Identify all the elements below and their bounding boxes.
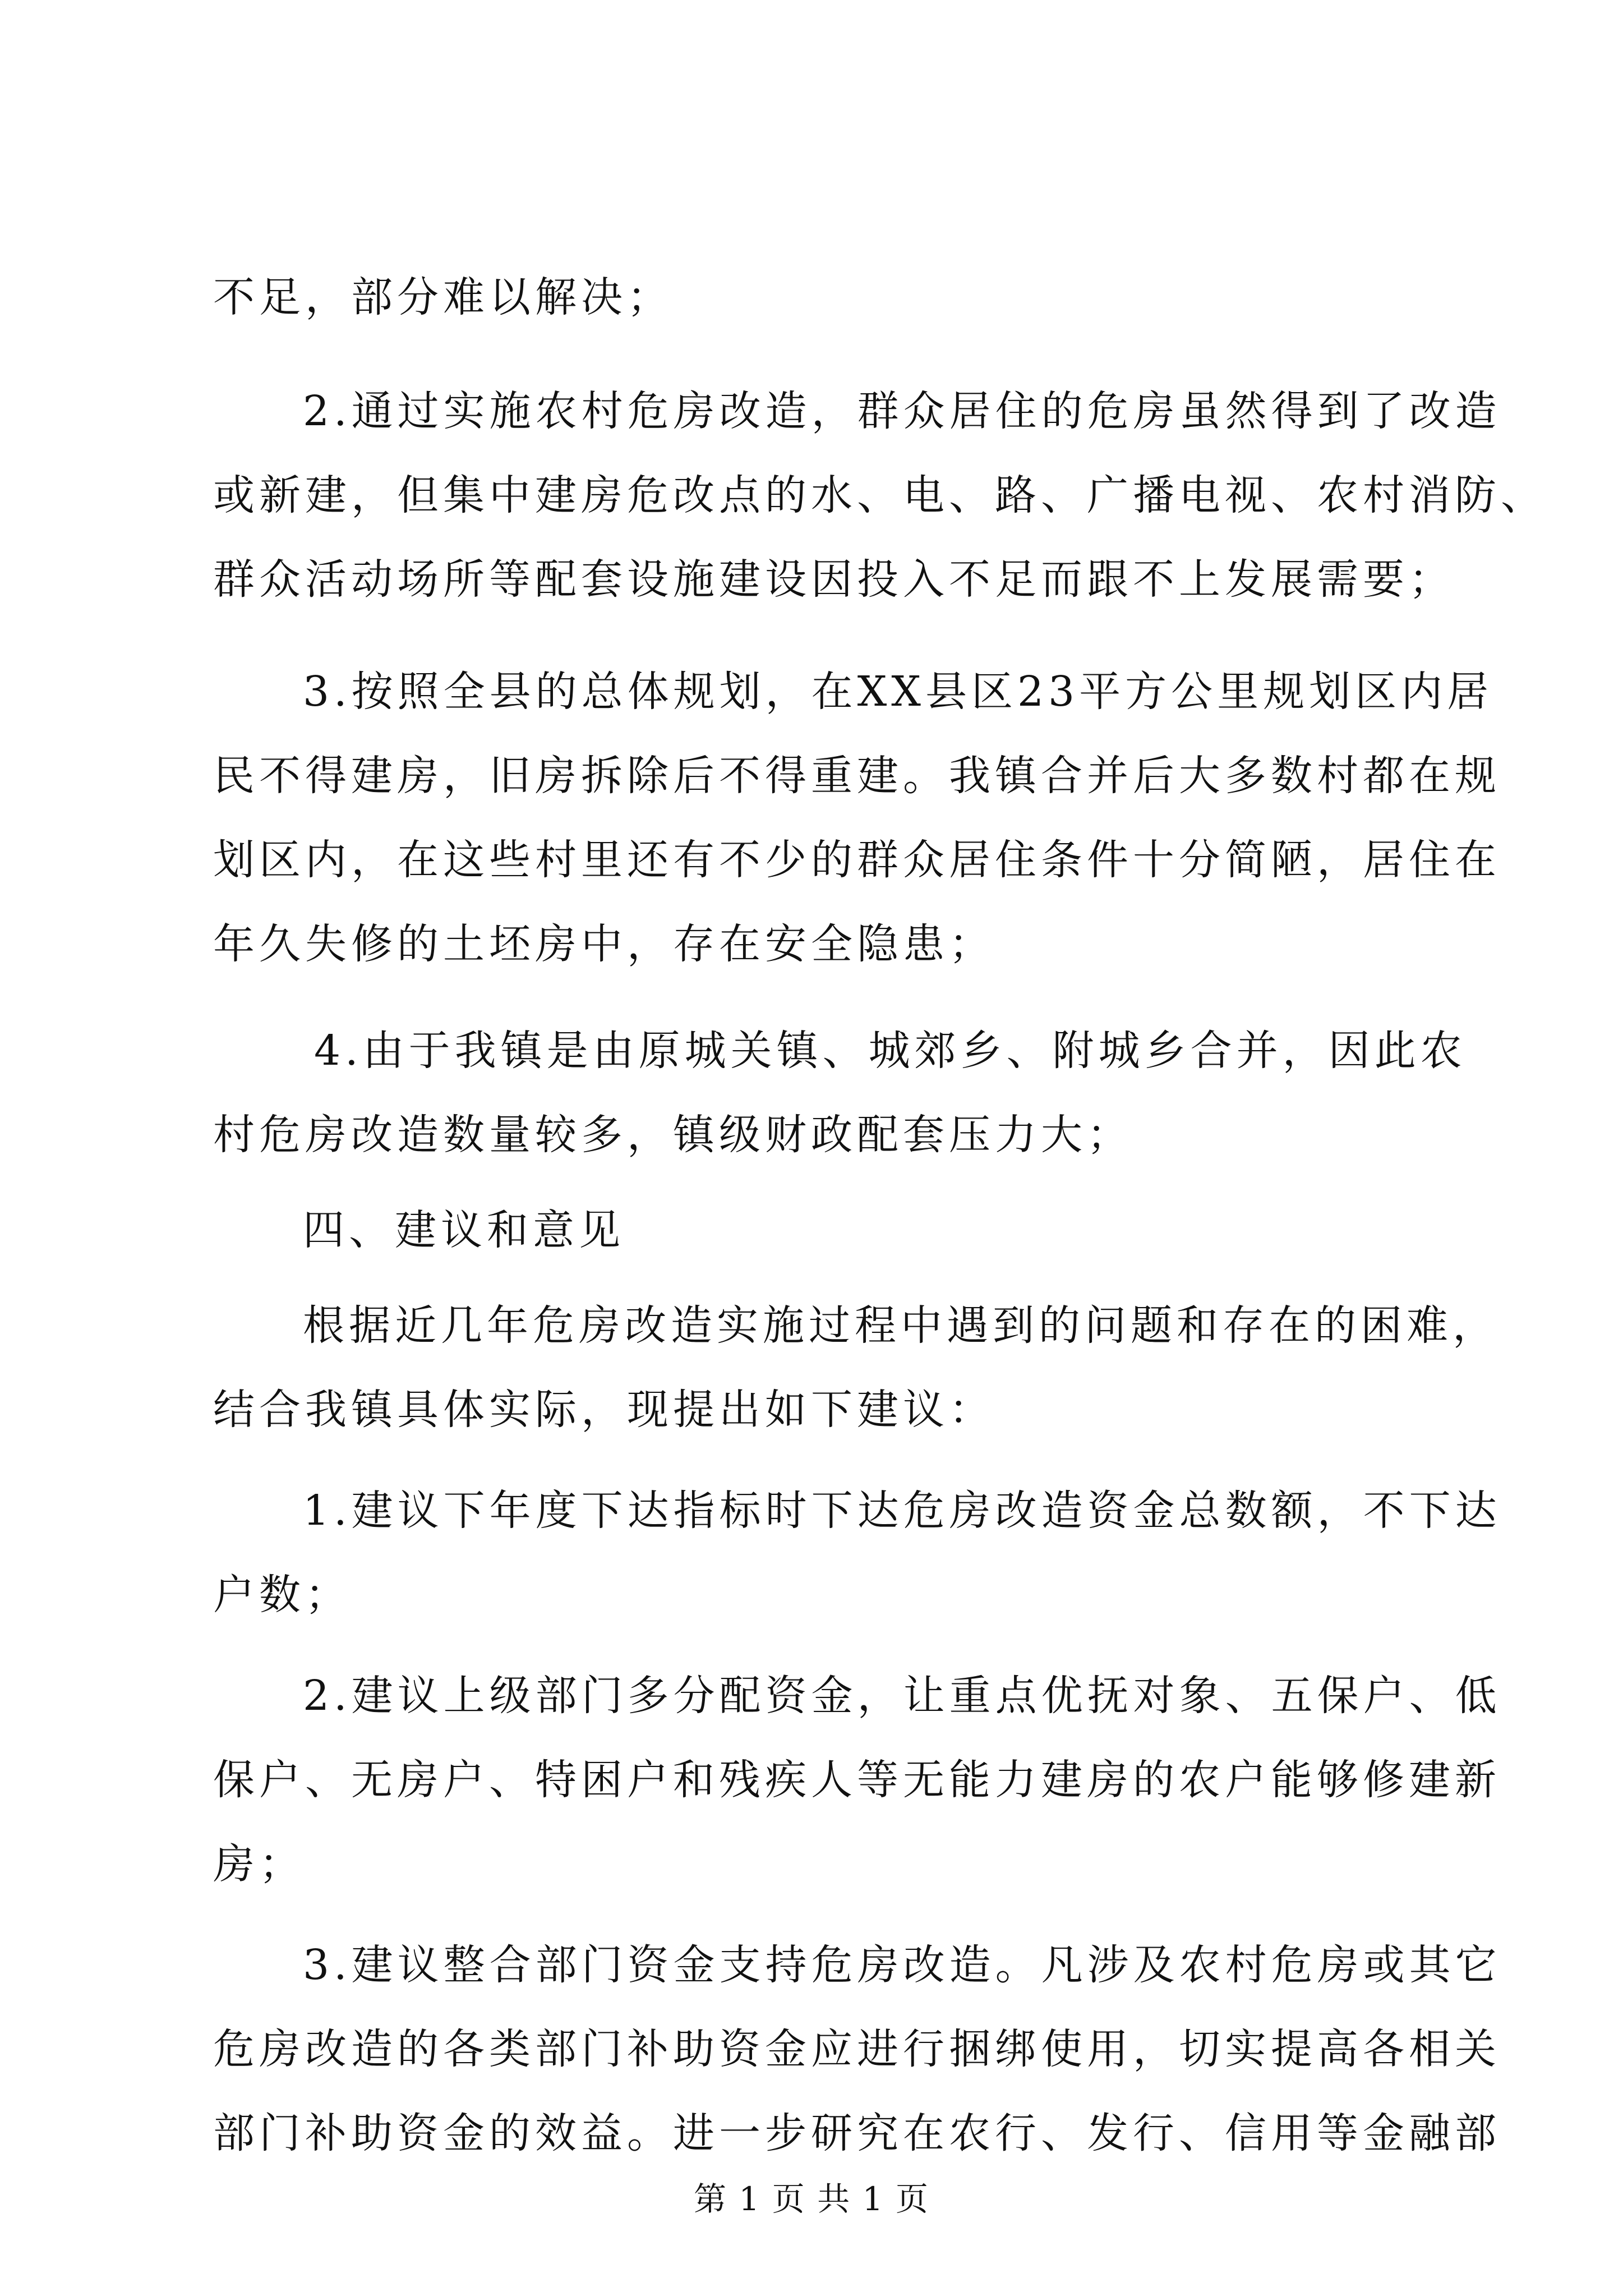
- text-line: 户数；: [213, 1571, 351, 1619]
- page-footer: 第 1 页 共 1 页: [694, 2180, 929, 2218]
- text-line: 房；: [213, 1840, 305, 1888]
- text-line: 群众活动场所等配套设施建设因投入不足而跟不上发展需要；: [213, 555, 1455, 604]
- text-line: 4.由于我镇是由原城关镇、城郊乡、附城乡合并，因此农: [314, 1027, 1467, 1075]
- text-line: 部门补助资金的效益。进一步研究在农行、发行、信用等金融部: [213, 2109, 1501, 2157]
- section-heading: 四、建议和意见: [303, 1206, 625, 1254]
- text-line: 3.建议整合部门资金支持危房改造。凡涉及农村危房或其它: [303, 1941, 1501, 1989]
- text-line: 危房改造的各类部门补助资金应进行捆绑使用，切实提高各相关: [213, 2025, 1501, 2073]
- text-line: 或新建，但集中建房危改点的水、电、路、广播电视、农村消防、: [213, 471, 1547, 519]
- text-line: 划区内，在这些村里还有不少的群众居住条件十分简陋，居住在: [213, 836, 1501, 884]
- text-line: 1.建议下年度下达指标时下达危房改造资金总数额，不下达: [303, 1487, 1501, 1535]
- text-line: 保户、无房户、特困户和残疾人等无能力建房的农户能够修建新: [213, 1756, 1501, 1804]
- text-line: 结合我镇具体实际，现提出如下建议：: [213, 1386, 995, 1434]
- text-line: 2.通过实施农村危房改造，群众居住的危房虽然得到了改造: [303, 387, 1501, 435]
- text-line: 3.按照全县的总体规划，在XX县区23平方公里规划区内居: [303, 668, 1493, 716]
- text-line: 民不得建房，旧房拆除后不得重建。我镇合并后大多数村都在规: [213, 752, 1501, 800]
- text-line: 年久失修的土坯房中，存在安全隐患；: [213, 920, 995, 968]
- text-line: 村危房改造数量较多，镇级财政配套压力大；: [213, 1111, 1133, 1159]
- text-line: 不足，部分难以解决；: [213, 273, 673, 321]
- text-line: 2.建议上级部门多分配资金，让重点优抚对象、五保户、低: [303, 1672, 1501, 1720]
- text-line: 根据近几年危房改造实施过程中遇到的问题和存在的困难，: [303, 1301, 1498, 1350]
